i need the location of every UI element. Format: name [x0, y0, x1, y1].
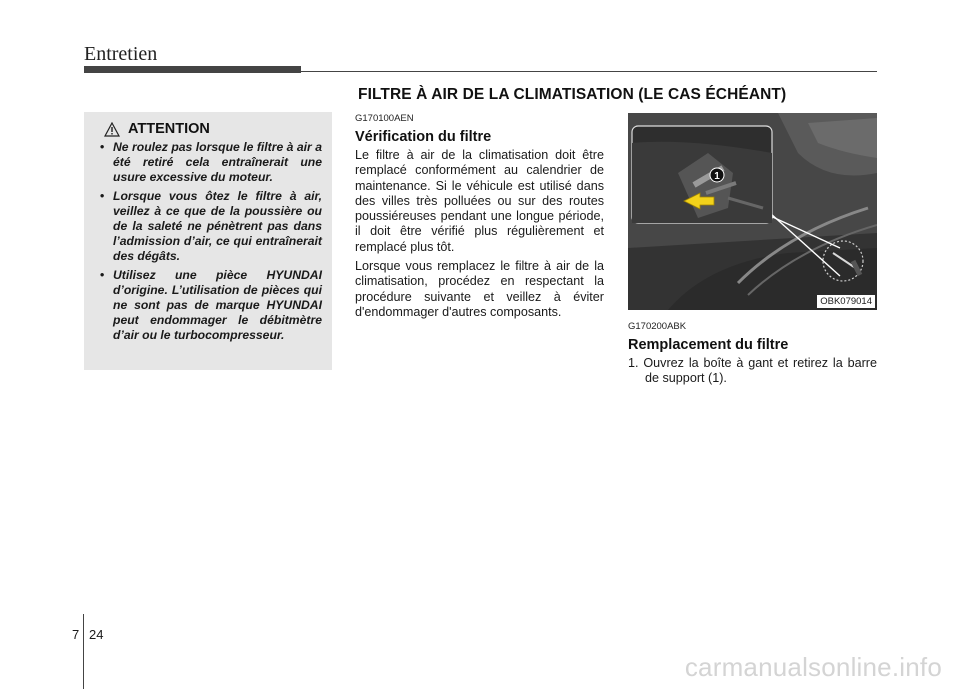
- attention-item: • Lorsque vous ôtez le filtre à air, veillez à ce que de la poussière ou de la saleté ne pénètrent pas dans l’admission d’air, ce qui entraînerait des dégâts.: [98, 189, 322, 265]
- replacement-code: G170200ABK: [628, 321, 687, 332]
- verification-code: G170100AEN: [355, 113, 414, 124]
- glovebox-illustration: [628, 113, 877, 310]
- replacement-title: Remplacement du filtre: [628, 337, 789, 353]
- page-chapter: 7: [72, 627, 80, 642]
- header-rule: [301, 71, 877, 72]
- verification-paragraph: Le filtre à air de la climatisation doit être remplacé conformément au calendrier de maintenance. Si le véhicule est utilisé dans des villes très polluées ou sur des routes poussiéreuses pendant une longue période, il doit être vérifié plus régulièrement et remplacé plus tôt.: [355, 148, 604, 254]
- section-title: FILTRE À AIR DE LA CLIMATISATION (LE CAS ÉCHÉANT): [358, 86, 787, 103]
- watermark: carmanualsonline.info: [684, 652, 942, 682]
- figure-caption: OBK079014: [817, 295, 875, 308]
- attention-title: ATTENTION: [128, 121, 210, 137]
- replacement-section: [628, 321, 877, 387]
- verification-title: Vérification du filtre: [355, 129, 492, 145]
- attention-list: [98, 140, 322, 344]
- figure-callout: 1: [714, 171, 720, 182]
- attention-header: [104, 121, 322, 137]
- attention-item: • Ne roulez pas lorsque le filtre à air a été retiré cela entraînerait une usure excessive du moteur.: [98, 140, 322, 186]
- verification-paragraph: Lorsque vous remplacez le filtre à air de la climatisation, procédez en respectant la procédure suivante et veillez à éviter d'endommager d'autres composants.: [355, 259, 604, 319]
- verification-section: [355, 113, 604, 324]
- footer-divider: [83, 614, 84, 689]
- attention-item: • Utilisez une pièce HYUNDAI d’origine. L’utilisation de pièces qui ne sont pas de marque HYUNDAI peut endommager le débitmètre d’air ou le turbocompresseur.: [98, 268, 322, 344]
- header-title: Entretien: [84, 43, 158, 65]
- attention-box: [84, 112, 332, 370]
- replacement-step: 1. Ouvrez la boîte à gant et retirez la barre de support (1).: [628, 356, 877, 386]
- header-bar: [84, 66, 301, 73]
- page-number: 24: [89, 627, 104, 642]
- warning-triangle-icon: [104, 122, 120, 137]
- glovebox-figure: [628, 113, 877, 310]
